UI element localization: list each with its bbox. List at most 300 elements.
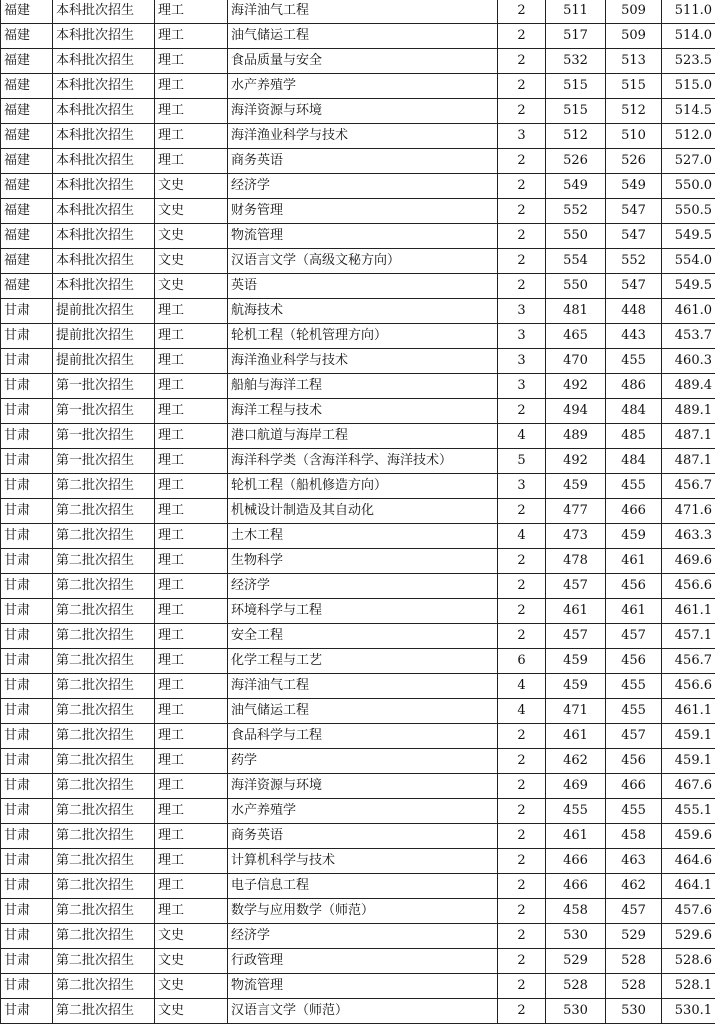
major-cell: 化学工程与工艺 xyxy=(228,649,498,674)
batch-cell: 第二批次招生 xyxy=(53,999,155,1024)
avg-score-cell: 550.0 xyxy=(662,174,715,199)
plan-count-cell: 3 xyxy=(498,324,546,349)
table-row xyxy=(1,449,715,474)
province-cell: 甘肃 xyxy=(1,474,53,499)
min-score-cell: 515 xyxy=(606,74,662,99)
avg-score-cell: 457.1 xyxy=(662,624,715,649)
max-score-cell: 489 xyxy=(546,424,606,449)
province-cell: 甘肃 xyxy=(1,574,53,599)
province-cell: 福建 xyxy=(1,199,53,224)
province-cell: 甘肃 xyxy=(1,674,53,699)
batch-cell: 第二批次招生 xyxy=(53,849,155,874)
province-cell: 甘肃 xyxy=(1,424,53,449)
province-cell: 福建 xyxy=(1,249,53,274)
category-cell: 理工 xyxy=(155,74,228,99)
min-score-cell: 448 xyxy=(606,299,662,324)
province-cell: 福建 xyxy=(1,224,53,249)
table-row xyxy=(1,874,715,899)
batch-cell: 第二批次招生 xyxy=(53,824,155,849)
table-row xyxy=(1,24,715,49)
province-cell: 福建 xyxy=(1,149,53,174)
category-cell: 理工 xyxy=(155,474,228,499)
table-row xyxy=(1,849,715,874)
max-score-cell: 459 xyxy=(546,474,606,499)
min-score-cell: 455 xyxy=(606,799,662,824)
category-cell: 理工 xyxy=(155,299,228,324)
major-cell: 港口航道与海岸工程 xyxy=(228,424,498,449)
avg-score-cell: 554.0 xyxy=(662,249,715,274)
category-cell: 文史 xyxy=(155,174,228,199)
category-cell: 理工 xyxy=(155,99,228,124)
max-score-cell: 461 xyxy=(546,724,606,749)
table-row xyxy=(1,224,715,249)
batch-cell: 第二批次招生 xyxy=(53,724,155,749)
min-score-cell: 455 xyxy=(606,349,662,374)
avg-score-cell: 549.5 xyxy=(662,274,715,299)
province-cell: 福建 xyxy=(1,24,53,49)
max-score-cell: 512 xyxy=(546,124,606,149)
batch-cell: 第二批次招生 xyxy=(53,699,155,724)
avg-score-cell: 456.6 xyxy=(662,574,715,599)
plan-count-cell: 5 xyxy=(498,449,546,474)
max-score-cell: 530 xyxy=(546,999,606,1024)
plan-count-cell: 2 xyxy=(498,274,546,299)
table-row xyxy=(1,299,715,324)
avg-score-cell: 529.6 xyxy=(662,924,715,949)
max-score-cell: 458 xyxy=(546,899,606,924)
category-cell: 理工 xyxy=(155,599,228,624)
category-cell: 理工 xyxy=(155,699,228,724)
min-score-cell: 549 xyxy=(606,174,662,199)
max-score-cell: 494 xyxy=(546,399,606,424)
table-row xyxy=(1,0,715,24)
avg-score-cell: 459.1 xyxy=(662,749,715,774)
avg-score-cell: 467.6 xyxy=(662,774,715,799)
batch-cell: 第二批次招生 xyxy=(53,474,155,499)
min-score-cell: 513 xyxy=(606,49,662,74)
plan-count-cell: 2 xyxy=(498,849,546,874)
avg-score-cell: 487.1 xyxy=(662,424,715,449)
min-score-cell: 486 xyxy=(606,374,662,399)
major-cell: 药学 xyxy=(228,749,498,774)
plan-count-cell: 3 xyxy=(498,349,546,374)
batch-cell: 本科批次招生 xyxy=(53,24,155,49)
avg-score-cell: 530.1 xyxy=(662,999,715,1024)
major-cell: 物流管理 xyxy=(228,224,498,249)
category-cell: 理工 xyxy=(155,124,228,149)
table-row xyxy=(1,974,715,999)
category-cell: 文史 xyxy=(155,924,228,949)
batch-cell: 第一批次招生 xyxy=(53,449,155,474)
max-score-cell: 455 xyxy=(546,799,606,824)
plan-count-cell: 2 xyxy=(498,574,546,599)
major-cell: 油气储运工程 xyxy=(228,699,498,724)
avg-score-cell: 457.6 xyxy=(662,899,715,924)
batch-cell: 第一批次招生 xyxy=(53,424,155,449)
table-row xyxy=(1,99,715,124)
table-row xyxy=(1,674,715,699)
plan-count-cell: 2 xyxy=(498,0,546,24)
max-score-cell: 492 xyxy=(546,374,606,399)
max-score-cell: 549 xyxy=(546,174,606,199)
major-cell: 油气储运工程 xyxy=(228,24,498,49)
avg-score-cell: 511.0 xyxy=(662,0,715,24)
category-cell: 理工 xyxy=(155,49,228,74)
plan-count-cell: 2 xyxy=(498,49,546,74)
avg-score-cell: 459.1 xyxy=(662,724,715,749)
major-cell: 海洋资源与环境 xyxy=(228,99,498,124)
category-cell: 理工 xyxy=(155,424,228,449)
plan-count-cell: 2 xyxy=(498,949,546,974)
table-row xyxy=(1,574,715,599)
avg-score-cell: 550.5 xyxy=(662,199,715,224)
avg-score-cell: 528.1 xyxy=(662,974,715,999)
table-row xyxy=(1,599,715,624)
major-cell: 水产养殖学 xyxy=(228,74,498,99)
avg-score-cell: 527.0 xyxy=(662,149,715,174)
max-score-cell: 478 xyxy=(546,549,606,574)
plan-count-cell: 2 xyxy=(498,749,546,774)
plan-count-cell: 2 xyxy=(498,224,546,249)
batch-cell: 第二批次招生 xyxy=(53,674,155,699)
batch-cell: 提前批次招生 xyxy=(53,299,155,324)
batch-cell: 本科批次招生 xyxy=(53,0,155,24)
category-cell: 理工 xyxy=(155,0,228,24)
table-row xyxy=(1,899,715,924)
min-score-cell: 485 xyxy=(606,424,662,449)
max-score-cell: 492 xyxy=(546,449,606,474)
batch-cell: 第二批次招生 xyxy=(53,974,155,999)
max-score-cell: 481 xyxy=(546,299,606,324)
avg-score-cell: 528.6 xyxy=(662,949,715,974)
province-cell: 甘肃 xyxy=(1,599,53,624)
min-score-cell: 456 xyxy=(606,649,662,674)
province-cell: 福建 xyxy=(1,124,53,149)
batch-cell: 本科批次招生 xyxy=(53,124,155,149)
table-row xyxy=(1,424,715,449)
min-score-cell: 457 xyxy=(606,899,662,924)
province-cell: 甘肃 xyxy=(1,949,53,974)
batch-cell: 本科批次招生 xyxy=(53,49,155,74)
province-cell: 福建 xyxy=(1,49,53,74)
major-cell: 环境科学与工程 xyxy=(228,599,498,624)
avg-score-cell: 512.0 xyxy=(662,124,715,149)
plan-count-cell: 2 xyxy=(498,499,546,524)
plan-count-cell: 2 xyxy=(498,624,546,649)
category-cell: 理工 xyxy=(155,399,228,424)
plan-count-cell: 2 xyxy=(498,999,546,1024)
plan-count-cell: 2 xyxy=(498,874,546,899)
min-score-cell: 528 xyxy=(606,974,662,999)
category-cell: 文史 xyxy=(155,199,228,224)
table-row xyxy=(1,274,715,299)
min-score-cell: 484 xyxy=(606,449,662,474)
province-cell: 甘肃 xyxy=(1,974,53,999)
major-cell: 汉语言文学（高级文秘方向） xyxy=(228,249,498,274)
category-cell: 理工 xyxy=(155,674,228,699)
major-cell: 财务管理 xyxy=(228,199,498,224)
plan-count-cell: 2 xyxy=(498,249,546,274)
min-score-cell: 462 xyxy=(606,874,662,899)
plan-count-cell: 2 xyxy=(498,74,546,99)
avg-score-cell: 461.1 xyxy=(662,699,715,724)
batch-cell: 提前批次招生 xyxy=(53,324,155,349)
min-score-cell: 463 xyxy=(606,849,662,874)
min-score-cell: 466 xyxy=(606,774,662,799)
plan-count-cell: 3 xyxy=(498,299,546,324)
province-cell: 甘肃 xyxy=(1,324,53,349)
category-cell: 理工 xyxy=(155,374,228,399)
batch-cell: 本科批次招生 xyxy=(53,199,155,224)
avg-score-cell: 453.7 xyxy=(662,324,715,349)
min-score-cell: 443 xyxy=(606,324,662,349)
table-row xyxy=(1,499,715,524)
batch-cell: 第二批次招生 xyxy=(53,549,155,574)
table-row xyxy=(1,924,715,949)
table-row xyxy=(1,824,715,849)
min-score-cell: 458 xyxy=(606,824,662,849)
min-score-cell: 459 xyxy=(606,524,662,549)
table-row xyxy=(1,774,715,799)
batch-cell: 本科批次招生 xyxy=(53,224,155,249)
avg-score-cell: 489.4 xyxy=(662,374,715,399)
table-row xyxy=(1,49,715,74)
avg-score-cell: 459.6 xyxy=(662,824,715,849)
table-row xyxy=(1,799,715,824)
avg-score-cell: 460.3 xyxy=(662,349,715,374)
province-cell: 甘肃 xyxy=(1,449,53,474)
category-cell: 理工 xyxy=(155,24,228,49)
major-cell: 食品科学与工程 xyxy=(228,724,498,749)
batch-cell: 第二批次招生 xyxy=(53,924,155,949)
max-score-cell: 511 xyxy=(546,0,606,24)
category-cell: 理工 xyxy=(155,824,228,849)
province-cell: 甘肃 xyxy=(1,849,53,874)
avg-score-cell: 487.1 xyxy=(662,449,715,474)
batch-cell: 第二批次招生 xyxy=(53,774,155,799)
major-cell: 航海技术 xyxy=(228,299,498,324)
min-score-cell: 457 xyxy=(606,724,662,749)
max-score-cell: 515 xyxy=(546,99,606,124)
table-row xyxy=(1,474,715,499)
avg-score-cell: 461.0 xyxy=(662,299,715,324)
category-cell: 理工 xyxy=(155,874,228,899)
max-score-cell: 477 xyxy=(546,499,606,524)
plan-count-cell: 4 xyxy=(498,524,546,549)
major-cell: 海洋工程与技术 xyxy=(228,399,498,424)
avg-score-cell: 469.6 xyxy=(662,549,715,574)
plan-count-cell: 3 xyxy=(498,474,546,499)
category-cell: 理工 xyxy=(155,799,228,824)
province-cell: 福建 xyxy=(1,0,53,24)
min-score-cell: 461 xyxy=(606,549,662,574)
table-row xyxy=(1,549,715,574)
min-score-cell: 457 xyxy=(606,624,662,649)
province-cell: 甘肃 xyxy=(1,824,53,849)
table-row xyxy=(1,199,715,224)
category-cell: 文史 xyxy=(155,999,228,1024)
table-row xyxy=(1,749,715,774)
max-score-cell: 466 xyxy=(546,849,606,874)
plan-count-cell: 2 xyxy=(498,824,546,849)
max-score-cell: 552 xyxy=(546,199,606,224)
plan-count-cell: 3 xyxy=(498,124,546,149)
province-cell: 甘肃 xyxy=(1,399,53,424)
category-cell: 理工 xyxy=(155,574,228,599)
max-score-cell: 515 xyxy=(546,74,606,99)
category-cell: 理工 xyxy=(155,149,228,174)
avg-score-cell: 523.5 xyxy=(662,49,715,74)
major-cell: 经济学 xyxy=(228,924,498,949)
table-row xyxy=(1,374,715,399)
batch-cell: 第二批次招生 xyxy=(53,599,155,624)
province-cell: 甘肃 xyxy=(1,924,53,949)
max-score-cell: 462 xyxy=(546,749,606,774)
min-score-cell: 456 xyxy=(606,749,662,774)
plan-count-cell: 2 xyxy=(498,399,546,424)
min-score-cell: 526 xyxy=(606,149,662,174)
batch-cell: 本科批次招生 xyxy=(53,274,155,299)
category-cell: 文史 xyxy=(155,249,228,274)
avg-score-cell: 489.1 xyxy=(662,399,715,424)
category-cell: 理工 xyxy=(155,774,228,799)
max-score-cell: 550 xyxy=(546,224,606,249)
province-cell: 甘肃 xyxy=(1,899,53,924)
province-cell: 甘肃 xyxy=(1,874,53,899)
max-score-cell: 528 xyxy=(546,974,606,999)
province-cell: 福建 xyxy=(1,174,53,199)
province-cell: 福建 xyxy=(1,274,53,299)
category-cell: 理工 xyxy=(155,624,228,649)
max-score-cell: 457 xyxy=(546,624,606,649)
plan-count-cell: 2 xyxy=(498,924,546,949)
max-score-cell: 469 xyxy=(546,774,606,799)
min-score-cell: 456 xyxy=(606,574,662,599)
major-cell: 海洋渔业科学与技术 xyxy=(228,124,498,149)
batch-cell: 本科批次招生 xyxy=(53,249,155,274)
avg-score-cell: 464.6 xyxy=(662,849,715,874)
table-row xyxy=(1,624,715,649)
min-score-cell: 461 xyxy=(606,599,662,624)
major-cell: 海洋油气工程 xyxy=(228,674,498,699)
major-cell: 经济学 xyxy=(228,574,498,599)
table-row xyxy=(1,124,715,149)
max-score-cell: 461 xyxy=(546,824,606,849)
category-cell: 理工 xyxy=(155,649,228,674)
plan-count-cell: 2 xyxy=(498,724,546,749)
plan-count-cell: 2 xyxy=(498,899,546,924)
min-score-cell: 509 xyxy=(606,24,662,49)
max-score-cell: 457 xyxy=(546,574,606,599)
province-cell: 甘肃 xyxy=(1,749,53,774)
min-score-cell: 455 xyxy=(606,699,662,724)
max-score-cell: 466 xyxy=(546,874,606,899)
major-cell: 英语 xyxy=(228,274,498,299)
batch-cell: 第二批次招生 xyxy=(53,574,155,599)
avg-score-cell: 514.5 xyxy=(662,99,715,124)
category-cell: 理工 xyxy=(155,524,228,549)
major-cell: 生物科学 xyxy=(228,549,498,574)
major-cell: 商务英语 xyxy=(228,824,498,849)
batch-cell: 第二批次招生 xyxy=(53,649,155,674)
province-cell: 甘肃 xyxy=(1,799,53,824)
avg-score-cell: 456.7 xyxy=(662,474,715,499)
min-score-cell: 509 xyxy=(606,0,662,24)
province-cell: 甘肃 xyxy=(1,499,53,524)
avg-score-cell: 515.0 xyxy=(662,74,715,99)
category-cell: 理工 xyxy=(155,499,228,524)
batch-cell: 本科批次招生 xyxy=(53,149,155,174)
max-score-cell: 532 xyxy=(546,49,606,74)
batch-cell: 本科批次招生 xyxy=(53,99,155,124)
category-cell: 文史 xyxy=(155,224,228,249)
max-score-cell: 459 xyxy=(546,649,606,674)
table-body xyxy=(1,0,715,1024)
major-cell: 水产养殖学 xyxy=(228,799,498,824)
batch-cell: 本科批次招生 xyxy=(53,74,155,99)
major-cell: 土木工程 xyxy=(228,524,498,549)
plan-count-cell: 2 xyxy=(498,149,546,174)
table-row xyxy=(1,699,715,724)
province-cell: 甘肃 xyxy=(1,774,53,799)
min-score-cell: 528 xyxy=(606,949,662,974)
max-score-cell: 459 xyxy=(546,674,606,699)
batch-cell: 本科批次招生 xyxy=(53,174,155,199)
max-score-cell: 517 xyxy=(546,24,606,49)
plan-count-cell: 4 xyxy=(498,424,546,449)
province-cell: 甘肃 xyxy=(1,549,53,574)
batch-cell: 第二批次招生 xyxy=(53,799,155,824)
batch-cell: 第二批次招生 xyxy=(53,524,155,549)
avg-score-cell: 463.3 xyxy=(662,524,715,549)
plan-count-cell: 2 xyxy=(498,599,546,624)
batch-cell: 第二批次招生 xyxy=(53,949,155,974)
batch-cell: 第二批次招生 xyxy=(53,624,155,649)
province-cell: 甘肃 xyxy=(1,699,53,724)
avg-score-cell: 455.1 xyxy=(662,799,715,824)
major-cell: 安全工程 xyxy=(228,624,498,649)
major-cell: 海洋油气工程 xyxy=(228,0,498,24)
max-score-cell: 529 xyxy=(546,949,606,974)
plan-count-cell: 6 xyxy=(498,649,546,674)
major-cell: 经济学 xyxy=(228,174,498,199)
min-score-cell: 530 xyxy=(606,999,662,1024)
plan-count-cell: 4 xyxy=(498,674,546,699)
table-row xyxy=(1,149,715,174)
max-score-cell: 470 xyxy=(546,349,606,374)
batch-cell: 第二批次招生 xyxy=(53,899,155,924)
category-cell: 理工 xyxy=(155,349,228,374)
table-row xyxy=(1,74,715,99)
major-cell: 海洋科学类（含海洋科学、海洋技术） xyxy=(228,449,498,474)
batch-cell: 第一批次招生 xyxy=(53,399,155,424)
min-score-cell: 484 xyxy=(606,399,662,424)
province-cell: 甘肃 xyxy=(1,999,53,1024)
max-score-cell: 461 xyxy=(546,599,606,624)
province-cell: 甘肃 xyxy=(1,299,53,324)
province-cell: 甘肃 xyxy=(1,649,53,674)
batch-cell: 第二批次招生 xyxy=(53,874,155,899)
min-score-cell: 466 xyxy=(606,499,662,524)
plan-count-cell: 2 xyxy=(498,974,546,999)
max-score-cell: 465 xyxy=(546,324,606,349)
min-score-cell: 455 xyxy=(606,474,662,499)
table-row xyxy=(1,949,715,974)
plan-count-cell: 2 xyxy=(498,799,546,824)
major-cell: 食品质量与安全 xyxy=(228,49,498,74)
min-score-cell: 455 xyxy=(606,674,662,699)
major-cell: 计算机科学与技术 xyxy=(228,849,498,874)
